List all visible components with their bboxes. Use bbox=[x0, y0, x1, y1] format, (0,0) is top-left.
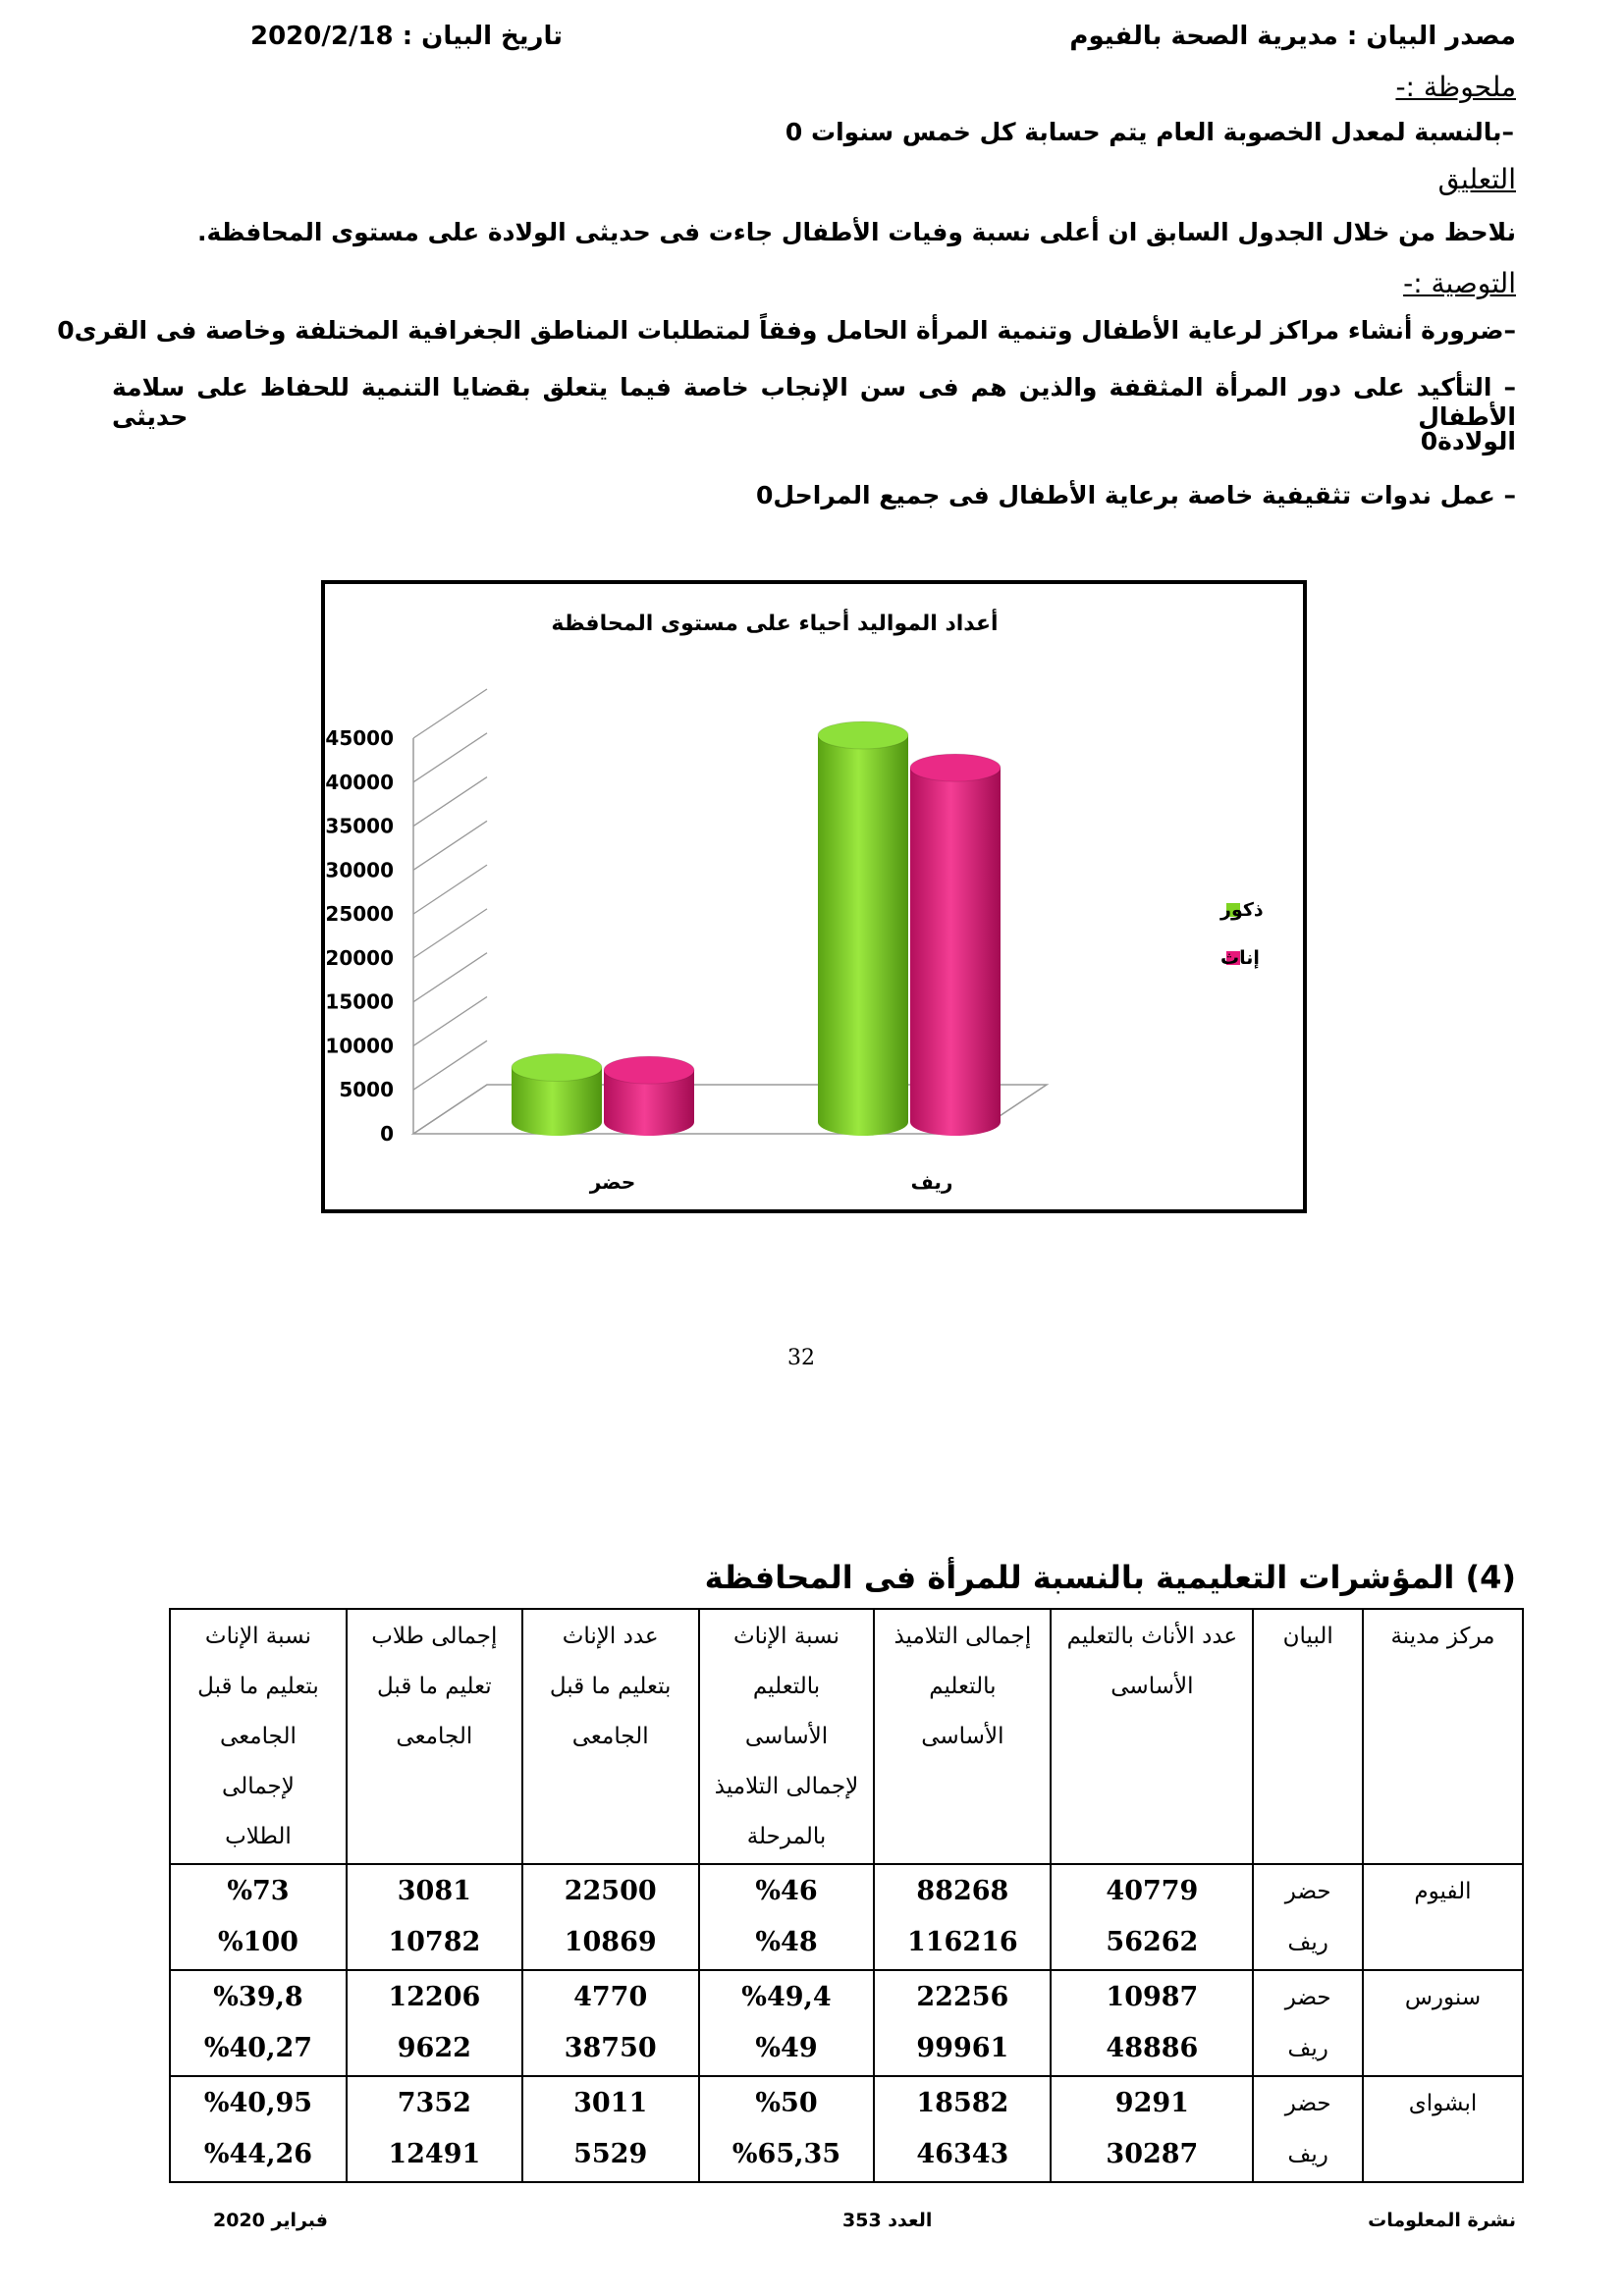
recommendation-item: – عمل ندوات تثقيفية خاصة برعاية الأطفال فى جميع المراحل0 bbox=[756, 481, 1516, 509]
header-total-basic: إجمالى التلاميذ بالتعليم الأساسى bbox=[874, 1609, 1051, 1864]
bar-body bbox=[910, 768, 1001, 1136]
grid-line bbox=[413, 909, 487, 958]
page-number: 32 bbox=[787, 1346, 815, 1370]
y-tick-label: 25000 bbox=[325, 902, 394, 927]
cell-value: 40779 56262 bbox=[1051, 1864, 1253, 1970]
education-indicators-table bbox=[169, 1608, 1524, 2183]
cell-type: حضر ريف bbox=[1253, 1970, 1363, 2076]
grid-line bbox=[413, 1041, 487, 1090]
header-females-basic-ratio: نسبة الإناث بالتعليم الأساسى لإجمالى التلاميذ بالمرحلة bbox=[699, 1609, 875, 1864]
y-tick-label: 10000 bbox=[325, 1034, 394, 1058]
note-text: –بالنسبة لمعدل الخصوبة العام يتم حسابة كل خمس سنوات 0 bbox=[785, 118, 1514, 146]
cell-value: 3081 10782 bbox=[347, 1864, 522, 1970]
grid-line bbox=[413, 996, 487, 1045]
bar-top bbox=[604, 1056, 694, 1084]
grid-line bbox=[413, 733, 487, 782]
cell-value: 22256 99961 bbox=[874, 1970, 1051, 2076]
cell-value: %39,8 %40,27 bbox=[170, 1970, 347, 2076]
header-city: مركز مدينة bbox=[1363, 1609, 1523, 1864]
cell-value: %50 %65,35 bbox=[699, 2076, 875, 2182]
cell-value: 12206 9622 bbox=[347, 1970, 522, 2076]
cell-city: سنورس bbox=[1363, 1970, 1523, 2076]
table-row bbox=[170, 1970, 1523, 2076]
y-tick-label: 5000 bbox=[339, 1078, 394, 1102]
y-tick-label: 45000 bbox=[325, 726, 394, 750]
y-tick-label: 40000 bbox=[325, 770, 394, 794]
cell-type: حضر ريف bbox=[1253, 2076, 1363, 2182]
recommendation-item: – التأكيد على دور المرأة المثقفة والذين هم فى سن الإنجاب خاصة فيما يتعلق بقضايا التنمية للحفاظ على سلامة الأطفال حديثى bbox=[112, 373, 1516, 431]
footer-publication: نشرة المعلومات bbox=[1368, 2210, 1516, 2231]
grid-line bbox=[413, 1085, 487, 1134]
note-heading: ملحوظة :- bbox=[1395, 71, 1516, 103]
cell-value: 88268 116216 bbox=[874, 1864, 1051, 1970]
comment-heading: التعليق bbox=[1437, 163, 1516, 195]
grid-line bbox=[413, 689, 487, 738]
legend-label-males: ذكور bbox=[1220, 899, 1264, 921]
data-source: مصدر البيان : مديرية الصحة بالفيوم bbox=[1069, 22, 1516, 51]
y-tick-label: 15000 bbox=[325, 989, 394, 1014]
cell-city: الفيوم bbox=[1363, 1864, 1523, 1970]
cell-value: %73 %100 bbox=[170, 1864, 347, 1970]
cell-value: %46 %48 bbox=[699, 1864, 875, 1970]
y-tick-label: 20000 bbox=[325, 945, 394, 970]
grid-line bbox=[413, 821, 487, 870]
x-tick-label: ريف bbox=[910, 1170, 953, 1194]
bar-top bbox=[818, 721, 908, 749]
cell-value: 7352 12491 bbox=[347, 2076, 522, 2182]
cell-value: %49,4 %49 bbox=[699, 1970, 875, 2076]
cell-value: 9291 30287 bbox=[1051, 2076, 1253, 2182]
births-chart-svg bbox=[325, 584, 1303, 1209]
table-row bbox=[170, 1864, 1523, 1970]
cell-value: 22500 10869 bbox=[522, 1864, 699, 1970]
bar-body bbox=[818, 735, 908, 1136]
bar-top bbox=[910, 754, 1001, 781]
cell-value: 3011 5529 bbox=[522, 2076, 699, 2182]
x-tick-label: حضر bbox=[589, 1170, 636, 1194]
chart-title: أعداد المواليد أحياء على مستوى المحافظة bbox=[551, 612, 999, 636]
recommendation-heading: التوصية :- bbox=[1403, 267, 1516, 299]
header-females-preuni: عدد الإناث بتعليم ما قبل الجامعى bbox=[522, 1609, 699, 1864]
cell-type: حضر ريف bbox=[1253, 1864, 1363, 1970]
header-females-preuni-ratio: نسبة الإناث بتعليم ما قبل الجامعى لإجمالى الطلاب bbox=[170, 1609, 347, 1864]
comment-text: نلاحظ من خلال الجدول السابق ان أعلى نسبة وفيات الأطفال جاءت فى حديثى الولادة على مستوى المحافظة. bbox=[196, 218, 1516, 246]
births-chart bbox=[321, 580, 1307, 1213]
header-females-basic: عدد الأناث بالتعليم الأساسى bbox=[1051, 1609, 1253, 1864]
data-date: تاريخ البيان : 2020/2/18 bbox=[250, 22, 564, 51]
cell-value: 4770 38750 bbox=[522, 1970, 699, 2076]
grid-line bbox=[413, 777, 487, 827]
y-tick-label: 0 bbox=[380, 1122, 394, 1146]
footer-issue: العدد 353 bbox=[842, 2210, 933, 2231]
cell-city: ابشواى bbox=[1363, 2076, 1523, 2182]
grid-line bbox=[413, 865, 487, 914]
y-tick-label: 35000 bbox=[325, 814, 394, 838]
cell-value: 18582 46343 bbox=[874, 2076, 1051, 2182]
y-tick-label: 30000 bbox=[325, 858, 394, 882]
footer-date: فبراير 2020 bbox=[213, 2210, 328, 2231]
cell-value: %40,95 %44,26 bbox=[170, 2076, 347, 2182]
bar-top bbox=[512, 1053, 602, 1081]
cell-value: 10987 48886 bbox=[1051, 1970, 1253, 2076]
header-type: البيان bbox=[1253, 1609, 1363, 1864]
table-row bbox=[170, 2076, 1523, 2182]
legend-label-females: إناث bbox=[1220, 947, 1260, 969]
grid-line bbox=[413, 953, 487, 1002]
recommendation-item: –ضرورة أنشاء مراكز لرعاية الأطفال وتنمية المرأة الحامل وفقاً لمتطلبات المناطق الجغرافية المختلفة وخاصة فى القرى0 bbox=[57, 316, 1516, 345]
recommendation-item: الولادة0 bbox=[1420, 427, 1516, 455]
header-total-preuni: إجمالى طلاب تعليم ما قبل الجامعى bbox=[347, 1609, 522, 1864]
section-title: (4) المؤشرات التعليمية بالنسبة للمرأة فى المحافظة bbox=[704, 1559, 1516, 1596]
